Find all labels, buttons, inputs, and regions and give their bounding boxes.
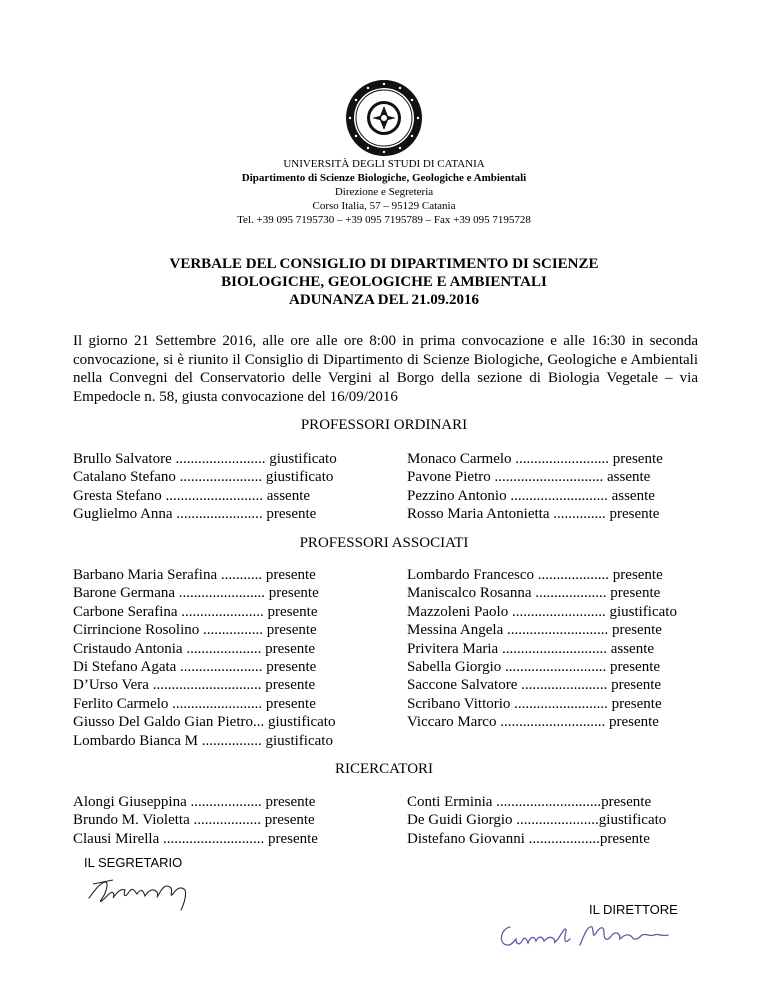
attendance-row: Scribano Vittorio ......................... presente [407,695,662,712]
attendance-row: Mazzoleni Paolo ......................... giustificato [407,603,677,620]
secretary-label: IL SEGRETARIO [84,855,183,870]
university-seal-logo [344,78,424,158]
director-signature [492,917,677,953]
attendance-row: Conti Erminia ............................presente [407,794,652,810]
attendance-row: Barbano Maria Serafina ........... presente [73,567,316,583]
section-heading-associati: PROFESSORI ASSOCIATI [299,535,469,551]
attendance-row: Ferlito Carmelo ........................ presente [73,695,316,712]
attendance-row: D’Urso Vera ............................. presente [73,677,316,694]
university-name: UNIVERSITÀ DEGLI STUDI DI CATANIA [283,158,485,170]
attendance-row: Privitera Maria ............................ assente [407,640,655,657]
ricercatori-left-list [73,793,318,848]
attendance-row: Distefano Giovanni ...................presente [407,830,650,847]
director-label: IL DIRETTORE [589,902,678,917]
section-heading-ricercatori: RICERCATORI [334,761,434,777]
attendance-row: Rosso Maria Antonietta .............. presente [407,506,660,523]
attendance-row: Messina Angela ........................... presente [407,622,662,639]
address: Corso Italia, 57 – 95129 Catania [312,200,456,212]
attendance-row: Monaco Carmelo ......................... presente [407,451,663,467]
document-title-line-2: BIOLOGICHE, GEOLOGICHE E AMBIENTALI [221,274,547,290]
associati-left-list [73,566,335,750]
attendance-row: Lombardo Francesco ................... presente [407,567,663,583]
office-name: Direzione e Segreteria [334,186,434,198]
secretary-signature [85,872,195,912]
attendance-row: Alongi Giuseppina ................... presente [73,794,316,810]
attendance-row: Catalano Stefano ...................... giustificato [73,469,334,486]
associati-right-list [407,566,677,732]
attendance-row: Cirrincione Rosolino ................ presente [73,622,317,639]
document-title-line-1: VERBALE DEL CONSIGLIO DI DIPARTIMENTO DI SCIENZE [169,256,599,272]
attendance-row: Gresta Stefano .......................... assente [73,487,311,504]
ordinari-right-list [407,450,663,524]
attendance-row: Maniscalco Rosanna ................... presente [407,585,661,602]
attendance-row: Pezzino Antonio .......................... assente [407,487,655,504]
section-heading-ordinari: PROFESSORI ORDINARI [300,417,468,433]
attendance-row: Pavone Pietro ............................. assente [407,469,651,486]
attendance-row: De Guidi Giorgio ......................giustificato [407,812,667,829]
document-title-line-3: ADUNANZA DEL 21.09.2016 [288,292,480,308]
intro-paragraph: Il giorno 21 Settembre 2016, alle ore alle ore 8:00 in prima convocazione e alle 16:30 in seconda convocazione, si è riunito il Consiglio di Dipartimento di Scienze Biologiche, Geologiche e Ambientali nella Convegni del Conservatorio delle Vergini al Borgo della sezione di Biologia Vegetale – via Empedocle n. 58, giusta convocazione del 16/09/2016 [73,333,698,405]
attendance-row: Lombardo Bianca M ................ giustificato [73,732,333,749]
attendance-row: Brullo Salvatore ........................ giustificato [73,451,337,467]
department-name: Dipartimento di Scienze Biologiche, Geologiche e Ambientali [241,172,527,184]
ricercatori-right-list [407,793,666,848]
ordinari-left-list [73,450,337,524]
attendance-row: Viccaro Marco ............................ presente [407,714,659,731]
attendance-row: Sabella Giorgio ........................... presente [407,659,661,676]
attendance-row: Barone Germana ....................... presente [73,585,319,602]
attendance-row: Carbone Serafina ...................... presente [73,603,318,620]
attendance-row: Giusso Del Galdo Gian Pietro... giustificato [73,714,336,731]
attendance-row: Cristaudo Antonia .................... presente [73,640,316,657]
phone-numbers: Tel. +39 095 7195730 – +39 095 7195789 – Fax +39 095 7195728 [237,214,531,226]
attendance-row: Guglielmo Anna ....................... presente [73,506,317,523]
attendance-row: Di Stefano Agata ...................... presente [73,659,317,676]
attendance-row: Saccone Salvatore ....................... presente [407,677,662,694]
attendance-row: Brundo M. Violetta .................. presente [73,812,315,829]
attendance-row: Clausi Mirella ........................... presente [73,830,318,847]
